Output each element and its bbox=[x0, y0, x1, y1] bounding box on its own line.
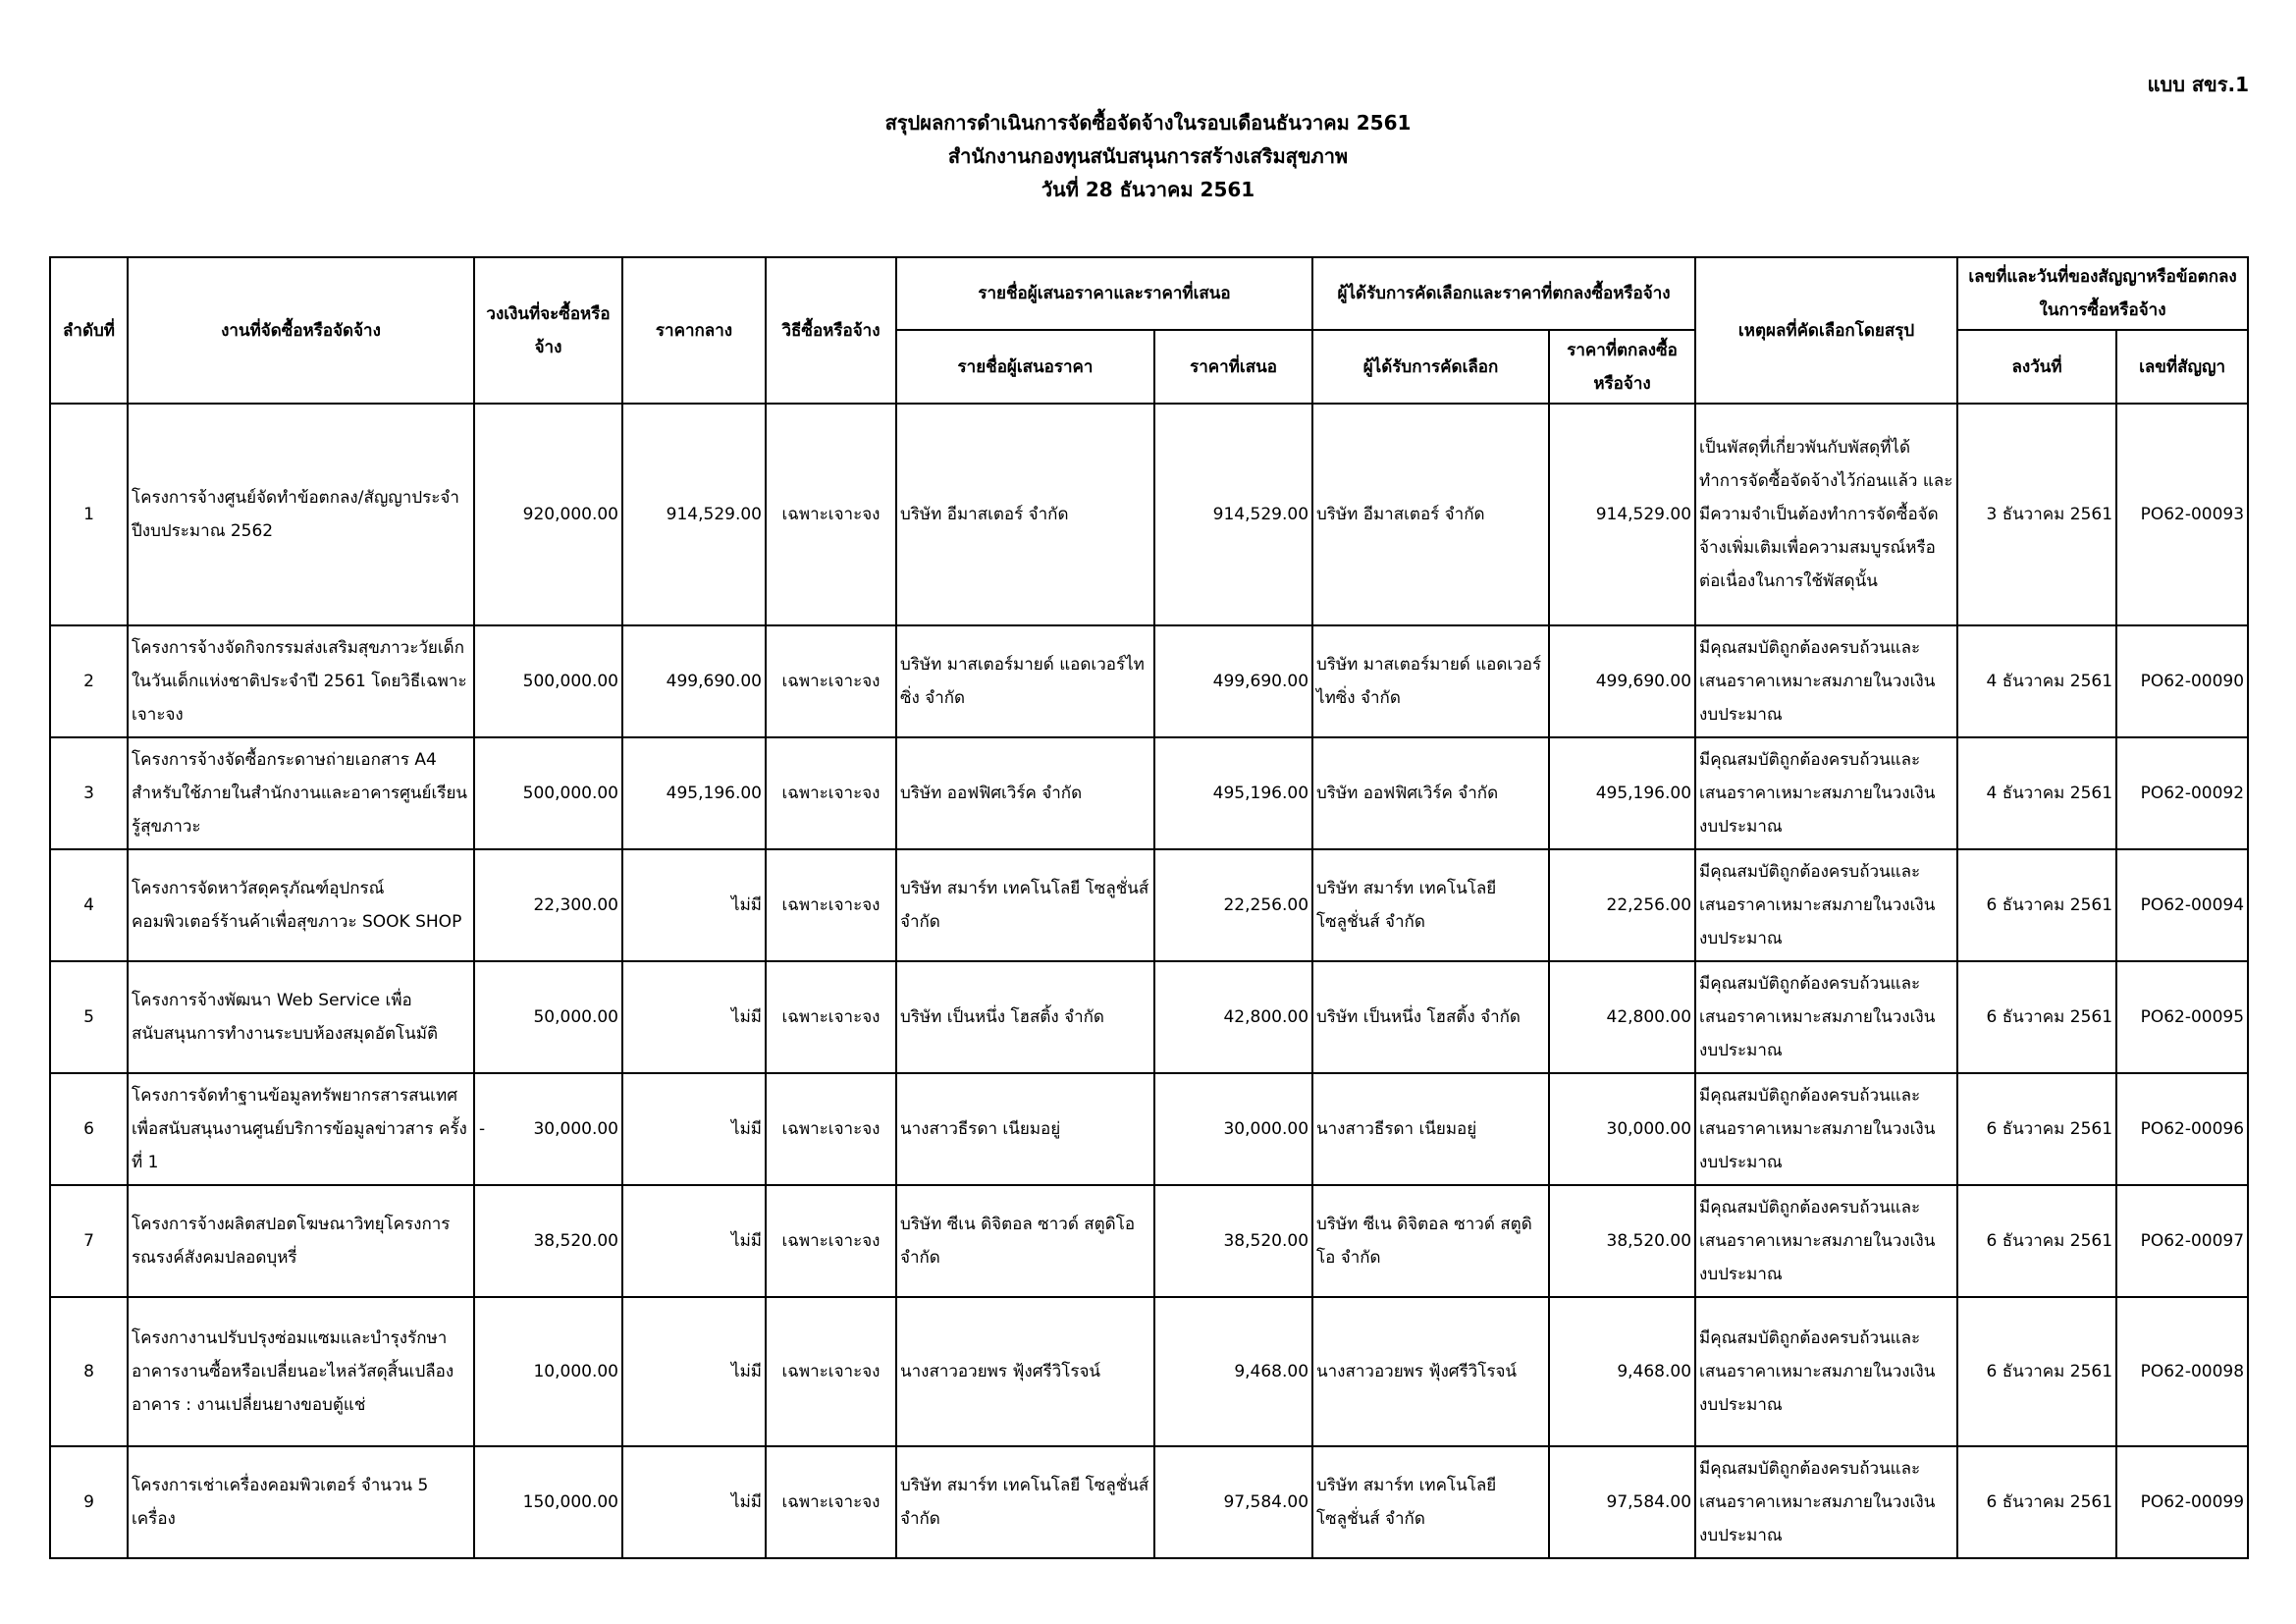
cell-bidder: นางสาวอวยพร ฟุ้งศรีวิโรจน์ bbox=[896, 1297, 1154, 1446]
budget-value: 38,520.00 bbox=[533, 1231, 618, 1251]
header-winner-group: ผู้ได้รับการคัดเลือกและราคาที่ตกลงซื้อหรือจ้าง bbox=[1312, 257, 1695, 330]
header-median: ราคากลาง bbox=[622, 257, 766, 404]
cell-bid-price: 499,690.00 bbox=[1154, 625, 1312, 737]
cell-agreed-price: 9,468.00 bbox=[1549, 1297, 1695, 1446]
budget-value: 50,000.00 bbox=[533, 1007, 618, 1027]
cell-date: 4 ธันวาคม 2561 bbox=[1957, 625, 2116, 737]
cell-bidder: บริษัท เป็นหนึ่ง โฮสติ้ง จำกัด bbox=[896, 961, 1154, 1073]
header-contract-date: ลงวันที่ bbox=[1957, 330, 2116, 404]
cell-method: เฉพาะเจาะจง bbox=[766, 1073, 896, 1185]
cell-bidder: บริษัท ออฟฟิศเวิร์ค จำกัด bbox=[896, 737, 1154, 849]
cell-median: ไม่มี bbox=[622, 1073, 766, 1185]
cell-budget bbox=[474, 625, 622, 737]
cell-reason: เป็นพัสดุที่เกี่ยวพันกับพัสดุที่ได้ทำการจัดซื้อจัดจ้างไว้ก่อนแล้ว และมีความจำเป็นต้องทำการจัดซื้อจัดจ้างเพิ่มเติมเพื่อความสมบูรณ์หรือต่อเนื่องในการใช้พัสดุนั้น bbox=[1695, 404, 1957, 625]
cell-contract: PO62-00096 bbox=[2116, 1073, 2248, 1185]
cell-median: 914,529.00 bbox=[622, 404, 766, 625]
cell-winner: นางสาวธีรดา เนียมอยู่ bbox=[1312, 1073, 1549, 1185]
table-row bbox=[50, 849, 2248, 961]
cell-agreed-price: 499,690.00 bbox=[1549, 625, 1695, 737]
cell-bidder: บริษัท ซีเน ดิจิตอล ซาวด์ สตูดิโอ จำกัด bbox=[896, 1185, 1154, 1297]
cell-winner: บริษัท สมาร์ท เทคโนโลยี โซลูชั่นส์ จำกัด bbox=[1312, 1446, 1549, 1558]
cell-bidder: บริษัท มาสเตอร์มายด์ แอดเวอร์ไทซิ่ง จำกัด bbox=[896, 625, 1154, 737]
cell-agreed-price: 22,256.00 bbox=[1549, 849, 1695, 961]
cell-method: เฉพาะเจาะจง bbox=[766, 1297, 896, 1446]
header-winner-name: ผู้ได้รับการคัดเลือก bbox=[1312, 330, 1549, 404]
cell-method: เฉพาะเจาะจง bbox=[766, 961, 896, 1073]
cell-contract: PO62-00090 bbox=[2116, 625, 2248, 737]
cell-reason: มีคุณสมบัติถูกต้องครบถ้วนและเสนอราคาเหมาะสมภายในวงเงินงบประมาณ bbox=[1695, 1073, 1957, 1185]
cell-median: 499,690.00 bbox=[622, 625, 766, 737]
table-row bbox=[50, 1297, 2248, 1446]
cell-budget bbox=[474, 737, 622, 849]
cell-item: โครงกางานปรับปรุงซ่อมแซมและบำรุงรักษาอาคารงานซื้อหรือเปลี่ยนอะไหล่วัสดุสิ้นเปลืองอาคาร : งานเปลี่ยนยางขอบตู้แช่ bbox=[128, 1297, 474, 1446]
header-bidder-name: รายชื่อผู้เสนอราคา bbox=[896, 330, 1154, 404]
cell-contract: PO62-00094 bbox=[2116, 849, 2248, 961]
cell-item: โครงการจัดหาวัสดุครุภัณฑ์อุปกรณ์คอมพิวเตอร์ร้านค้าเพื่อสุขภาวะ SOOK SHOP bbox=[128, 849, 474, 961]
budget-value: 10,000.00 bbox=[533, 1362, 618, 1381]
cell-budget bbox=[474, 1446, 622, 1558]
procurement-table bbox=[49, 256, 2249, 1559]
cell-no: 9 bbox=[50, 1446, 128, 1558]
cell-item: โครงการจ้างจัดกิจกรรมส่งเสริมสุขภาวะวัยเด็ก ในวันเด็กแห่งชาติประจำปี 2561 โดยวิธีเฉพาะเจาะจง bbox=[128, 625, 474, 737]
cell-bid-price: 914,529.00 bbox=[1154, 404, 1312, 625]
cell-no: 3 bbox=[50, 737, 128, 849]
table-row bbox=[50, 1446, 2248, 1558]
cell-no: 8 bbox=[50, 1297, 128, 1446]
cell-method: เฉพาะเจาะจง bbox=[766, 737, 896, 849]
cell-no: 6 bbox=[50, 1073, 128, 1185]
cell-contract: PO62-00098 bbox=[2116, 1297, 2248, 1446]
cell-date: 6 ธันวาคม 2561 bbox=[1957, 961, 2116, 1073]
cell-bid-price: 97,584.00 bbox=[1154, 1446, 1312, 1558]
header-contract-group: เลขที่และวันที่ของสัญญาหรือข้อตกลงในการซื้อหรือจ้าง bbox=[1957, 257, 2248, 330]
cell-bid-price: 38,520.00 bbox=[1154, 1185, 1312, 1297]
cell-budget bbox=[474, 849, 622, 961]
cell-item: โครงการจัดทำฐานข้อมูลทรัพยากรสารสนเทศเพื่อสนับสนุนงานศูนย์บริการข้อมูลข่าวสาร ครั้งที่ 1 bbox=[128, 1073, 474, 1185]
cell-contract: PO62-00099 bbox=[2116, 1446, 2248, 1558]
cell-item: โครงการจ้างพัฒนา Web Service เพื่อสนับสนุนการทำงานระบบห้องสมุดอัตโนมัติ bbox=[128, 961, 474, 1073]
title-line: สรุปผลการดำเนินการจัดซื้อจัดจ้างในรอบเดือนธันวาคม 2561 bbox=[884, 111, 1412, 135]
table-row bbox=[50, 737, 2248, 849]
cell-reason: มีคุณสมบัติถูกต้องครบถ้วนและเสนอราคาเหมาะสมภายในวงเงินงบประมาณ bbox=[1695, 849, 1957, 961]
cell-bid-price: 495,196.00 bbox=[1154, 737, 1312, 849]
budget-value: 30,000.00 bbox=[533, 1119, 618, 1139]
cell-bidder: บริษัท อีมาสเตอร์ จำกัด bbox=[896, 404, 1154, 625]
cell-median: ไม่มี bbox=[622, 961, 766, 1073]
cell-item: โครงการจ้างผลิตสปอตโฆษณาวิทยุโครงการรณรงค์สังคมปลอดบุหรี่ bbox=[128, 1185, 474, 1297]
cell-winner: นางสาวอวยพร ฟุ้งศรีวิโรจน์ bbox=[1312, 1297, 1549, 1446]
budget-value: 150,000.00 bbox=[522, 1492, 618, 1512]
cell-contract: PO62-00097 bbox=[2116, 1185, 2248, 1297]
table-row bbox=[50, 625, 2248, 737]
cell-item: โครงการจ้างศูนย์จัดทำข้อตกลง/สัญญาประจำปีงบประมาณ 2562 bbox=[128, 404, 474, 625]
cell-bid-price: 9,468.00 bbox=[1154, 1297, 1312, 1446]
cell-agreed-price: 42,800.00 bbox=[1549, 961, 1695, 1073]
budget-value: 500,000.00 bbox=[522, 672, 618, 691]
cell-winner: บริษัท สมาร์ท เทคโนโลยี โซลูชั่นส์ จำกัด bbox=[1312, 849, 1549, 961]
cell-median: ไม่มี bbox=[622, 1446, 766, 1558]
header-contract-no: เลขที่สัญญา bbox=[2116, 330, 2248, 404]
table-row bbox=[50, 961, 2248, 1073]
cell-agreed-price: 914,529.00 bbox=[1549, 404, 1695, 625]
header-method: วิธีซื้อหรือจ้าง bbox=[766, 257, 896, 404]
cell-agreed-price: 30,000.00 bbox=[1549, 1073, 1695, 1185]
cell-contract: PO62-00092 bbox=[2116, 737, 2248, 849]
cell-reason: มีคุณสมบัติถูกต้องครบถ้วนและเสนอราคาเหมาะสมภายในวงเงินงบประมาณ bbox=[1695, 1297, 1957, 1446]
cell-winner: บริษัท อีมาสเตอร์ จำกัด bbox=[1312, 404, 1549, 625]
document-title bbox=[0, 106, 2296, 206]
form-code: แบบ สขร.1 bbox=[2147, 73, 2249, 96]
cell-median: ไม่มี bbox=[622, 1297, 766, 1446]
cell-no: 7 bbox=[50, 1185, 128, 1297]
cell-median: ไม่มี bbox=[622, 1185, 766, 1297]
cell-budget bbox=[474, 961, 622, 1073]
cell-no: 5 bbox=[50, 961, 128, 1073]
budget-value: 920,000.00 bbox=[522, 505, 618, 524]
cell-budget bbox=[474, 1185, 622, 1297]
cell-reason: มีคุณสมบัติถูกต้องครบถ้วนและเสนอราคาเหมาะสมภายในวงเงินงบประมาณ bbox=[1695, 1446, 1957, 1558]
dash-mark: - bbox=[479, 1119, 486, 1139]
cell-date: 6 ธันวาคม 2561 bbox=[1957, 1297, 2116, 1446]
cell-agreed-price: 38,520.00 bbox=[1549, 1185, 1695, 1297]
cell-reason: มีคุณสมบัติถูกต้องครบถ้วนและเสนอราคาเหมาะสมภายในวงเงินงบประมาณ bbox=[1695, 737, 1957, 849]
cell-bid-price: 22,256.00 bbox=[1154, 849, 1312, 961]
header-reason: เหตุผลที่คัดเลือกโดยสรุป bbox=[1695, 257, 1957, 404]
cell-bidder: นางสาวธีรดา เนียมอยู่ bbox=[896, 1073, 1154, 1185]
cell-median: 495,196.00 bbox=[622, 737, 766, 849]
header-item: งานที่จัดซื้อหรือจัดจ้าง bbox=[128, 257, 474, 404]
header-budget: วงเงินที่จะซื้อหรือจ้าง bbox=[474, 257, 622, 404]
table-row bbox=[50, 404, 2248, 625]
cell-date: 3 ธันวาคม 2561 bbox=[1957, 404, 2116, 625]
cell-item: โครงการเช่าเครื่องคอมพิวเตอร์ จำนวน 5 เครื่อง bbox=[128, 1446, 474, 1558]
cell-method: เฉพาะเจาะจง bbox=[766, 1446, 896, 1558]
title-line: วันที่ 28 ธันวาคม 2561 bbox=[1041, 178, 1255, 201]
header-bidders-group: รายชื่อผู้เสนอราคาและราคาที่เสนอ bbox=[896, 257, 1312, 330]
cell-budget bbox=[474, 404, 622, 625]
header-bid-price: ราคาที่เสนอ bbox=[1154, 330, 1312, 404]
cell-bid-price: 42,800.00 bbox=[1154, 961, 1312, 1073]
cell-no: 2 bbox=[50, 625, 128, 737]
cell-reason: มีคุณสมบัติถูกต้องครบถ้วนและเสนอราคาเหมาะสมภายในวงเงินงบประมาณ bbox=[1695, 1185, 1957, 1297]
title-line: สำนักงานกองทุนสนับสนุนการสร้างเสริมสุขภาพ bbox=[947, 144, 1349, 168]
cell-date: 6 ธันวาคม 2561 bbox=[1957, 1185, 2116, 1297]
cell-method: เฉพาะเจาะจง bbox=[766, 1185, 896, 1297]
cell-winner: บริษัท เป็นหนึ่ง โฮสติ้ง จำกัด bbox=[1312, 961, 1549, 1073]
cell-winner: บริษัท มาสเตอร์มายด์ แอดเวอร์ไทซิ่ง จำกัด bbox=[1312, 625, 1549, 737]
cell-date: 4 ธันวาคม 2561 bbox=[1957, 737, 2116, 849]
cell-median: ไม่มี bbox=[622, 849, 766, 961]
cell-bidder: บริษัท สมาร์ท เทคโนโลยี โซลูชั่นส์ จำกัด bbox=[896, 849, 1154, 961]
cell-method: เฉพาะเจาะจง bbox=[766, 404, 896, 625]
cell-bid-price: 30,000.00 bbox=[1154, 1073, 1312, 1185]
cell-method: เฉพาะเจาะจง bbox=[766, 849, 896, 961]
budget-value: 22,300.00 bbox=[533, 895, 618, 915]
cell-reason: มีคุณสมบัติถูกต้องครบถ้วนและเสนอราคาเหมาะสมภายในวงเงินงบประมาณ bbox=[1695, 625, 1957, 737]
budget-value: 500,000.00 bbox=[522, 784, 618, 803]
cell-reason: มีคุณสมบัติถูกต้องครบถ้วนและเสนอราคาเหมาะสมภายในวงเงินงบประมาณ bbox=[1695, 961, 1957, 1073]
cell-budget bbox=[474, 1297, 622, 1446]
cell-method: เฉพาะเจาะจง bbox=[766, 625, 896, 737]
cell-contract: PO62-00095 bbox=[2116, 961, 2248, 1073]
header-no: ลำดับที่ bbox=[50, 257, 128, 404]
cell-winner: บริษัท ซีเน ดิจิตอล ซาวด์ สตูดิโอ จำกัด bbox=[1312, 1185, 1549, 1297]
cell-budget bbox=[474, 1073, 622, 1185]
cell-agreed-price: 495,196.00 bbox=[1549, 737, 1695, 849]
table-row bbox=[50, 1185, 2248, 1297]
table-row bbox=[50, 1073, 2248, 1185]
cell-date: 6 ธันวาคม 2561 bbox=[1957, 1446, 2116, 1558]
cell-winner: บริษัท ออฟฟิศเวิร์ค จำกัด bbox=[1312, 737, 1549, 849]
cell-no: 4 bbox=[50, 849, 128, 961]
cell-no: 1 bbox=[50, 404, 128, 625]
cell-item: โครงการจ้างจัดซื้อกระดาษถ่ายเอกสาร A4 สำหรับใช้ภายในสำนักงานและอาคารศูนย์เรียนรู้สุขภาวะ bbox=[128, 737, 474, 849]
cell-date: 6 ธันวาคม 2561 bbox=[1957, 849, 2116, 961]
header-agreed-price: ราคาที่ตกลงซื้อหรือจ้าง bbox=[1549, 330, 1695, 404]
cell-date: 6 ธันวาคม 2561 bbox=[1957, 1073, 2116, 1185]
cell-agreed-price: 97,584.00 bbox=[1549, 1446, 1695, 1558]
cell-bidder: บริษัท สมาร์ท เทคโนโลยี โซลูชั่นส์ จำกัด bbox=[896, 1446, 1154, 1558]
cell-contract: PO62-00093 bbox=[2116, 404, 2248, 625]
